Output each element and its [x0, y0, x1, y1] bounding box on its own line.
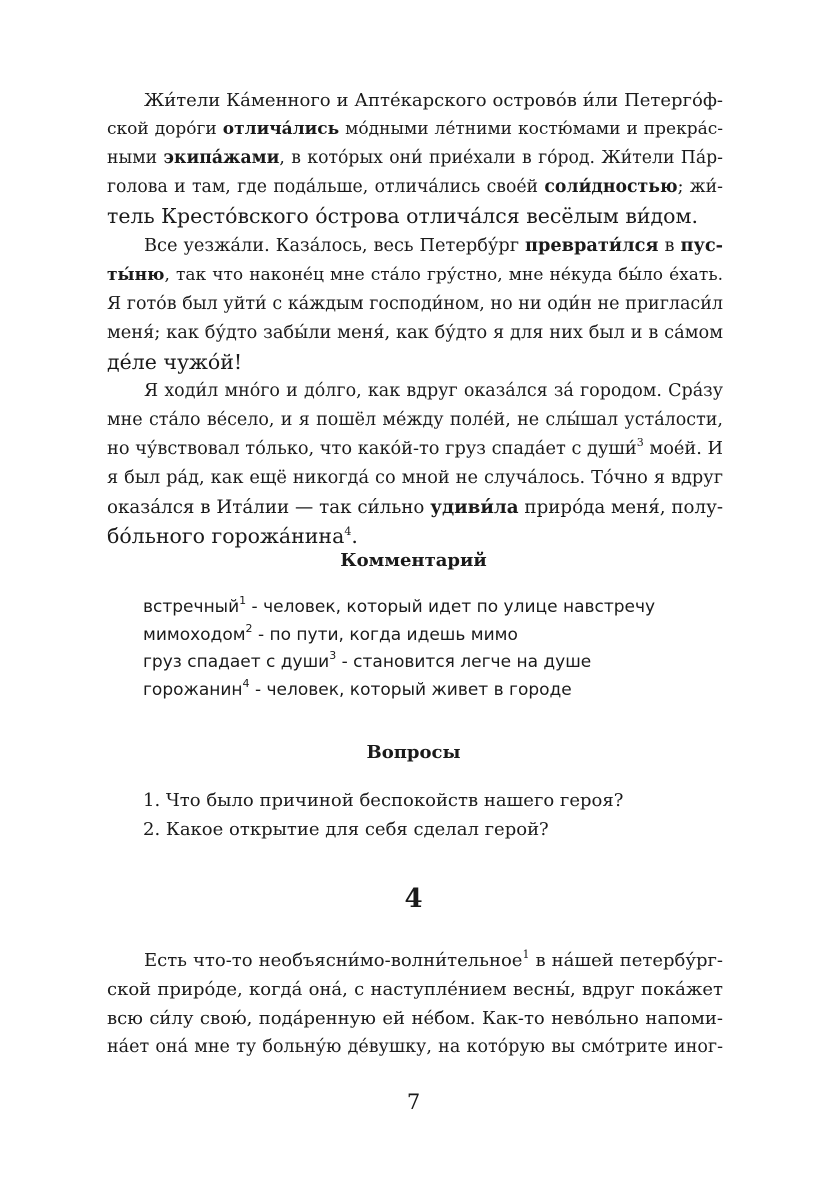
text-line: меня́; как бу́дто забы́ли меня́, как бу́дто я для них был и в са́мом [107, 323, 723, 343]
commentary-list [143, 594, 655, 704]
text-line: Есть что-то необъясни́мо-волни́тельное$^1$ в на́шей петербу́рг- [144, 948, 723, 971]
text-line: ской приро́де, когда́ она́, с наступле́нием весны́, вдруг пока́жет [107, 979, 723, 1000]
commentary-item: мимоходом$^2$ - по пути, когда идешь мимо [143, 621, 518, 645]
text-line: я был ра́д, как ещё никогда́ со мной не случа́лось. То́чно я вдруг [107, 468, 723, 488]
text-line: Я гото́в был уйти́ с ка́ждым господи́ном, но ни оди́н не пригласи́л [107, 294, 723, 314]
text-line: ской доро́ги отлича́лись мо́дными ле́тними костю́мами и прекра́с- [107, 119, 723, 139]
text-line: оказа́лся в Ита́лии — так си́льно удиви́ла приро́да меня́, полу- [107, 497, 724, 518]
text-line: де́ле чужо́й! [107, 350, 243, 374]
text-line: Я ходи́л мно́го и до́лго, как вдруг оказа́лся за́ городом. Сра́зу [144, 381, 723, 401]
text-line: тель Кресто́вского о́строва отлича́лся весёлым ви́дом. [107, 204, 698, 228]
main-text-block [107, 86, 723, 551]
questions-list [143, 786, 623, 844]
text-line: всю си́лу свою́, пода́ренную ей не́бом. Как-то нево́льно напоми- [107, 1008, 723, 1029]
chapter-text-block [107, 946, 723, 1062]
text-line: ты́ню, так что наконе́ц мне ста́ло гру́стно, мне не́куда бы́ло е́хать. [107, 265, 723, 285]
page-number: 7 [406, 1090, 421, 1114]
text-line: Все уезжа́ли. Каза́лось, весь Петербу́рг преврати́лся в пус- [144, 235, 723, 256]
questions-heading: Вопросы [366, 742, 461, 763]
text-line: на́ет она́ мне ту больну́ю де́вушку, на кото́рую вы смо́трите иног- [107, 1037, 723, 1057]
commentary-item: горожанин$^4$ - человек, который живет в городе [143, 676, 572, 700]
question-item: 1. Что было причиной беспокойств нашего героя? [143, 790, 624, 811]
question-item: 2. Какое открытие для себя сделал герой? [143, 819, 549, 840]
text-line: голова и там, где пода́льше, отлича́лись свое́й соли́дностью; жи́- [107, 177, 723, 197]
text-line: Жи́тели Ка́менного и Апте́карского острово́в и́ли Петерго́ф- [144, 90, 723, 111]
text-line: мне ста́ло ве́село, и я пошёл ме́жду поле́й, не слы́шал уста́лости, [107, 410, 723, 430]
chapter-number: 4 [404, 884, 423, 914]
text-line: но чу́вствовал то́лько, что како́й-то груз спада́ет с души́$^3$ мое́й. И [107, 436, 724, 459]
commentary-heading: Комментарий [340, 550, 487, 571]
text-line: бо́льного горожа́нина$^4$. [107, 524, 358, 548]
commentary-item: встречный$^1$ - человек, который идет по улице навстречу [143, 594, 656, 617]
commentary-item: груз спадает с души$^3$ - становится легче на душе [143, 649, 592, 672]
text-line: ными экипа́жами, в кото́рых они́ прие́хали в го́род. Жи́тели Па́р- [107, 148, 723, 168]
